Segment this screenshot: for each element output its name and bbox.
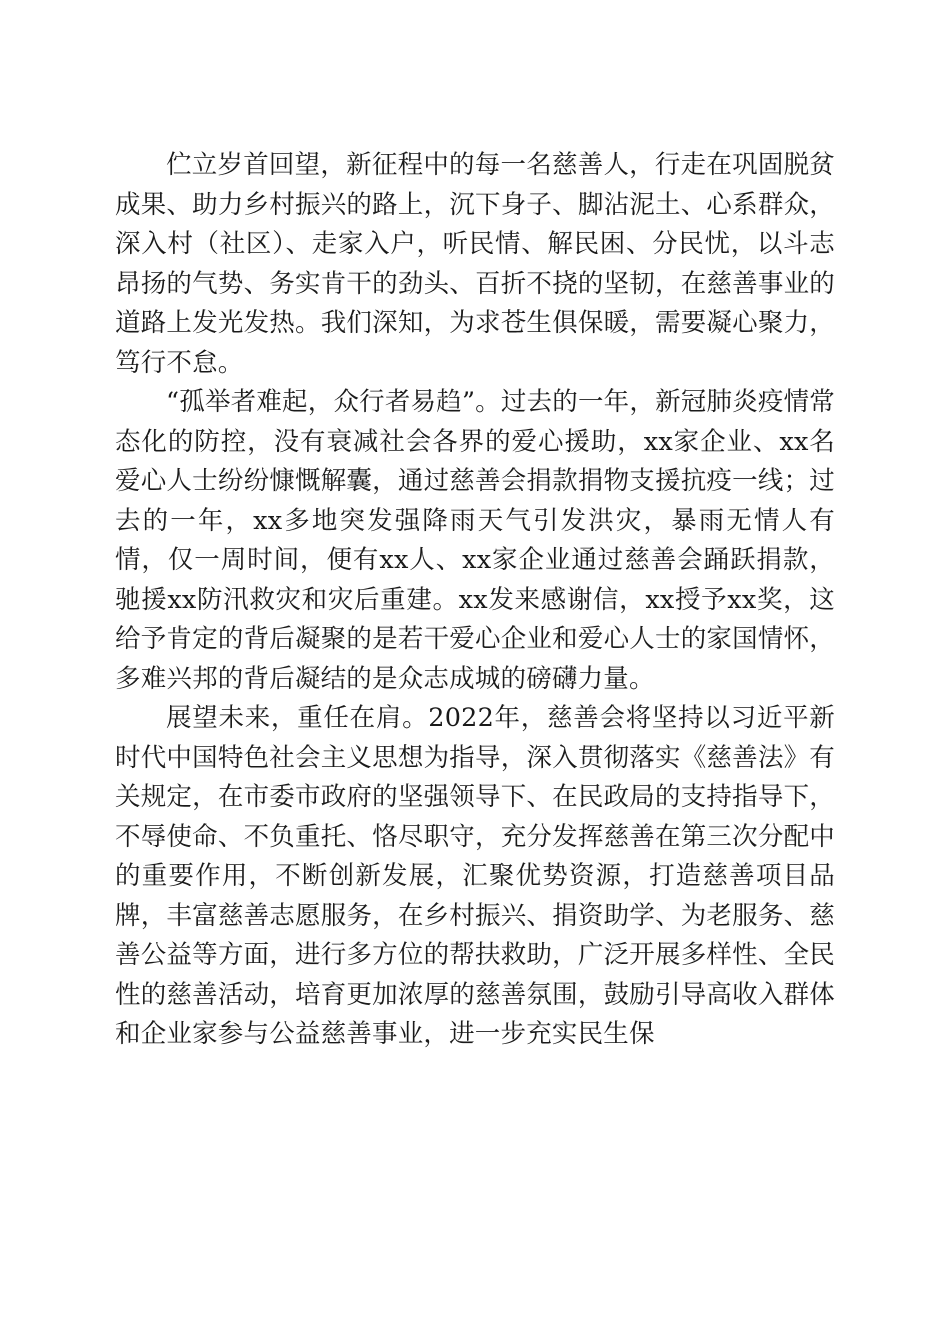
paragraph-1: 伫立岁首回望，新征程中的每一名慈善人，行走在巩固脱贫成果、助力乡村振兴的路上，沉下身子、脚沾泥土、心系群众，深入村（社区）、走家入户，听民情、解民困、分民忧，以斗志昂扬的气势、务实肯干的劲头、百折不挠的坚韧，在慈善事业的道路上发光发热。我们深知，为求苍生俱保暖，需要凝心聚力，笃行不怠。 bbox=[115, 150, 835, 378]
paragraph-2: “孤举者难起，众行者易趋”。过去的一年，新冠肺炎疫情常态化的防控，没有衰减社会各界的爱心援助，xx家企业、xx名爱心人士纷纷慷慨解囊，通过慈善会捐款捐物支援抗疫一线；过去的一年，xx多地突发强降雨天气引发洪灾，暴雨无情人有情，仅一周时间，便有xx人、xx家企业通过慈善会踊跃捐款，驰援xx防汛救灾和灾后重建。xx发来感谢信，xx授予xx奖，这给予肯定的背后凝聚的是若干爱心企业和爱心人士的家国情怀，多难兴邦的背后凝结的是众志成城的磅礴力量。 bbox=[115, 387, 835, 694]
document-body bbox=[115, 146, 835, 1055]
paragraph-3: 展望未来，重任在肩。2022年，慈善会将坚持以习近平新时代中国特色社会主义思想为指导，深入贯彻落实《慈善法》有关规定，在市委市政府的坚强领导下、在民政局的支持指导下，不辱使命、不负重托、恪尽职守，充分发挥慈善在第三次分配中的重要作用，不断创新发展，汇聚优势资源，打造慈善项目品牌，丰富慈善志愿服务，在乡村振兴、捐资助学、为老服务、慈善公益等方面，进行多方位的帮扶救助，广泛开展多样性、全民性的慈善活动，培育更加浓厚的慈善氛围，鼓励引导高收入群体和企业家参与公益慈善事业，进一步充实民生保 bbox=[115, 703, 835, 1049]
